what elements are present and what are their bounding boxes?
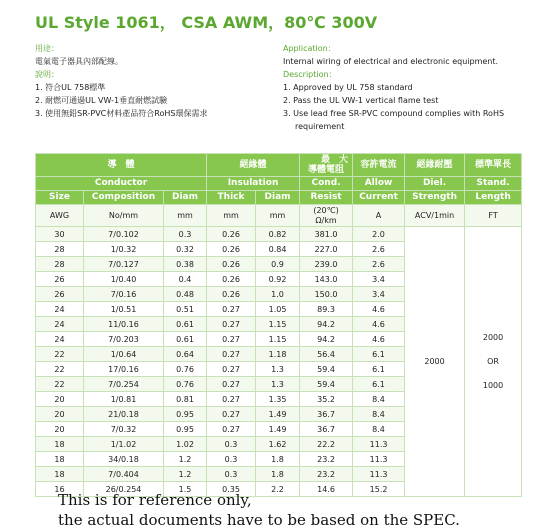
cell-size: 20 [36, 392, 84, 407]
cell-current: 15.2 [353, 482, 405, 497]
cell-composition: 1/0.32 [84, 242, 164, 257]
cell-composition: 7/0.102 [84, 227, 164, 242]
header-current-en-1: Allow [353, 177, 405, 191]
header-length-en-2: Length [465, 191, 522, 205]
cell-resist: 150.0 [300, 287, 353, 302]
cell-size: 24 [36, 302, 84, 317]
cell-diam: 0.32 [164, 242, 207, 257]
header-thick: Thick [207, 191, 256, 205]
cell-diam: 1.2 [164, 467, 207, 482]
cell-thick: 0.27 [207, 377, 256, 392]
cell-ins-diam: 1.05 [256, 302, 300, 317]
description-label: Description： [283, 70, 337, 79]
cell-composition: 1/0.81 [84, 392, 164, 407]
header-diel-en-1: Diel. [405, 177, 465, 191]
cell-size: 16 [36, 482, 84, 497]
cell-thick: 0.27 [207, 302, 256, 317]
cell-resist: 36.7 [300, 407, 353, 422]
cell-resist: 59.4 [300, 362, 353, 377]
cell-size: 30 [36, 227, 84, 242]
cell-size: 26 [36, 287, 84, 302]
cell-diam: 0.76 [164, 377, 207, 392]
cell-diam: 0.76 [164, 362, 207, 377]
product-title: UL Style 1061， CSA AWM，80℃ 300V [35, 13, 378, 32]
cell-ins-diam: 1.15 [256, 317, 300, 332]
cell-thick: 0.3 [207, 452, 256, 467]
cell-resist: 36.7 [300, 422, 353, 437]
unit-current: A [353, 205, 405, 227]
cell-thick: 0.27 [207, 347, 256, 362]
header-composition: Composition [84, 191, 164, 205]
unit-resist-temp: (20℃) [313, 205, 339, 215]
cell-resist: 89.3 [300, 302, 353, 317]
cell-resist: 94.2 [300, 317, 353, 332]
cell-current: 11.3 [353, 437, 405, 452]
cell-composition: 7/0.203 [84, 332, 164, 347]
cell-diam: 1.2 [164, 452, 207, 467]
header-row-english-2 [36, 191, 522, 205]
cell-resist: 239.0 [300, 257, 353, 272]
cell-resist: 227.0 [300, 242, 353, 257]
cell-ins-diam: 0.92 [256, 272, 300, 287]
application-text: Internal wiring of electrical and electronic equipment. [283, 57, 499, 66]
cell-size: 22 [36, 347, 84, 362]
cell-thick: 0.26 [207, 272, 256, 287]
cell-resist: 59.4 [300, 377, 353, 392]
unit-resist-ohm: Ω/km [315, 215, 337, 225]
chinese-info [35, 42, 207, 120]
cell-current: 3.4 [353, 272, 405, 287]
cell-diam: 0.95 [164, 422, 207, 437]
english-info [283, 42, 504, 133]
header-resist-cn [300, 154, 353, 177]
unit-resist [300, 205, 353, 227]
description-item: 3. Use lead free SR-PVC compound complies with RoHS [283, 109, 505, 118]
cell-size: 22 [36, 362, 84, 377]
cell-current: 4.6 [353, 302, 405, 317]
cell-current: 11.3 [353, 467, 405, 482]
cell-composition: 34/0.18 [84, 452, 164, 467]
header-resist-en-2: Resist [300, 191, 353, 205]
description-item: 2. 耐燃可通過UL VW-1垂直耐燃試驗 [35, 96, 168, 105]
cell-ins-diam: 1.18 [256, 347, 300, 362]
length-value: 1000 [482, 380, 504, 390]
description-item: 1. Approved by UL 758 standard [283, 83, 413, 92]
unit-composition: No/mm [84, 205, 164, 227]
cell-size: 20 [36, 407, 84, 422]
cell-diam: 0.4 [164, 272, 207, 287]
cell-composition: 7/0.404 [84, 467, 164, 482]
header-resist-en-1: Cond. [300, 177, 353, 191]
cell-diam: 1.5 [164, 482, 207, 497]
cell-current: 11.3 [353, 452, 405, 467]
unit-ins-diam: mm [256, 205, 300, 227]
cell-current: 2.6 [353, 257, 405, 272]
cell-diam: 0.38 [164, 257, 207, 272]
cell-composition: 21/0.18 [84, 407, 164, 422]
header-diel-cn: 絕緣耐壓 [405, 154, 465, 177]
cell-size: 24 [36, 332, 84, 347]
header-current-en-2: Current [353, 191, 405, 205]
cell-ins-diam: 1.8 [256, 452, 300, 467]
cell-current: 2.6 [353, 242, 405, 257]
cell-composition: 1/1.02 [84, 437, 164, 452]
cell-thick: 0.27 [207, 317, 256, 332]
description-item: 1. 符合UL 758標準 [35, 83, 106, 92]
cell-current: 8.4 [353, 407, 405, 422]
cell-current: 4.6 [353, 332, 405, 347]
header-insulation-cn: 絕緣體 [207, 154, 300, 177]
description-label: 說明： [35, 70, 59, 79]
cell-size: 24 [36, 317, 84, 332]
cell-ins-diam: 1.15 [256, 332, 300, 347]
cell-resist: 14.6 [300, 482, 353, 497]
use-label: 用途： [35, 44, 59, 53]
cell-thick: 0.27 [207, 362, 256, 377]
cell-composition: 7/0.32 [84, 422, 164, 437]
cell-thick: 0.27 [207, 407, 256, 422]
cell-current: 2.0 [353, 227, 405, 242]
cell-diel-merged: 2000 [405, 227, 465, 497]
cell-composition: 11/0.16 [84, 317, 164, 332]
use-text: 電氣電子器具內部配線。 [35, 57, 123, 66]
spec-table [35, 153, 522, 497]
header-size: Size [36, 191, 84, 205]
cell-composition: 1/0.64 [84, 347, 164, 362]
cell-ins-diam: 1.3 [256, 362, 300, 377]
cell-diam: 1.02 [164, 437, 207, 452]
note-line-2: the actual documents have to be based on the SPEC. [58, 511, 460, 529]
cell-diam: 0.48 [164, 287, 207, 302]
cell-thick: 0.27 [207, 422, 256, 437]
cell-thick: 0.26 [207, 242, 256, 257]
cell-ins-diam: 0.84 [256, 242, 300, 257]
note-line-1: This is for reference only, [58, 491, 252, 509]
cell-resist: 94.2 [300, 332, 353, 347]
cell-ins-diam: 2.2 [256, 482, 300, 497]
cell-ins-diam: 1.49 [256, 422, 300, 437]
cell-composition: 1/0.40 [84, 272, 164, 287]
cell-thick: 0.27 [207, 392, 256, 407]
cell-size: 28 [36, 242, 84, 257]
cell-composition: 26/0.254 [84, 482, 164, 497]
cell-composition: 17/0.16 [84, 362, 164, 377]
unit-diam: mm [164, 205, 207, 227]
cell-current: 6.1 [353, 377, 405, 392]
cell-current: 6.1 [353, 347, 405, 362]
unit-row [36, 205, 522, 227]
header-length-cn: 標準單長 [465, 154, 522, 177]
header-insulation-en: Insulation [207, 177, 300, 191]
cell-diam: 0.64 [164, 347, 207, 362]
cell-diam: 0.61 [164, 317, 207, 332]
table-row [36, 227, 522, 242]
header-conductor-en: Conductor [36, 177, 207, 191]
description-item: 3. 使用無鉛SR-PVC材料產品符合RoHS環保需求 [35, 109, 208, 118]
cell-composition: 7/0.254 [84, 377, 164, 392]
length-value: OR [487, 356, 499, 366]
cell-diam: 0.61 [164, 332, 207, 347]
cell-current: 8.4 [353, 392, 405, 407]
cell-thick: 0.27 [207, 332, 256, 347]
cell-ins-diam: 1.49 [256, 407, 300, 422]
cell-ins-diam: 0.82 [256, 227, 300, 242]
cell-size: 18 [36, 452, 84, 467]
cell-thick: 0.35 [207, 482, 256, 497]
cell-diam: 0.51 [164, 302, 207, 317]
header-resist-cn-line1: 最 大 [321, 155, 349, 165]
cell-thick: 0.26 [207, 227, 256, 242]
cell-thick: 0.3 [207, 467, 256, 482]
cell-thick: 0.3 [207, 437, 256, 452]
cell-ins-diam: 1.8 [256, 467, 300, 482]
cell-resist: 143.0 [300, 272, 353, 287]
cell-thick: 0.26 [207, 257, 256, 272]
cell-ins-diam: 1.3 [256, 377, 300, 392]
unit-size: AWG [36, 205, 84, 227]
header-row-english [36, 177, 522, 191]
cell-length-merged [465, 227, 522, 497]
cell-size: 18 [36, 467, 84, 482]
cell-current: 8.4 [353, 422, 405, 437]
header-current-cn: 容許電流 [353, 154, 405, 177]
description-item: 2. Pass the UL VW-1 vertical flame test [283, 96, 439, 105]
cell-current: 3.4 [353, 287, 405, 302]
cell-composition: 7/0.127 [84, 257, 164, 272]
cell-ins-diam: 1.0 [256, 287, 300, 302]
header-conductor-cn: 導 體 [36, 154, 207, 177]
cell-size: 26 [36, 272, 84, 287]
cell-resist: 22.2 [300, 437, 353, 452]
cell-resist: 23.2 [300, 452, 353, 467]
header-resist-cn-line2: 導體電阻 [308, 165, 345, 175]
cell-ins-diam: 1.35 [256, 392, 300, 407]
header-diel-en-2: Strength [405, 191, 465, 205]
cell-thick: 0.26 [207, 287, 256, 302]
header-row-chinese [36, 154, 522, 177]
description-item-wrap: requirement [295, 122, 345, 131]
cell-current: 4.6 [353, 317, 405, 332]
header-ins-diam: Diam [256, 191, 300, 205]
unit-length: FT [465, 205, 522, 227]
cell-composition: 7/0.16 [84, 287, 164, 302]
header-length-en-1: Stand. [465, 177, 522, 191]
length-value: 2000 [482, 332, 504, 342]
cell-resist: 56.4 [300, 347, 353, 362]
application-label: Application： [283, 44, 336, 53]
unit-thick: mm [207, 205, 256, 227]
cell-size: 18 [36, 437, 84, 452]
cell-resist: 23.2 [300, 467, 353, 482]
cell-resist: 35.2 [300, 392, 353, 407]
unit-diel: ACV/1min [405, 205, 465, 227]
cell-current: 6.1 [353, 362, 405, 377]
cell-size: 22 [36, 377, 84, 392]
cell-ins-diam: 1.62 [256, 437, 300, 452]
cell-composition: 1/0.51 [84, 302, 164, 317]
cell-resist: 381.0 [300, 227, 353, 242]
header-diam: Diam [164, 191, 207, 205]
cell-diam: 0.95 [164, 407, 207, 422]
cell-ins-diam: 0.9 [256, 257, 300, 272]
cell-diam: 0.81 [164, 392, 207, 407]
cell-diam: 0.3 [164, 227, 207, 242]
cell-size: 20 [36, 422, 84, 437]
cell-size: 28 [36, 257, 84, 272]
reference-note [58, 490, 460, 530]
